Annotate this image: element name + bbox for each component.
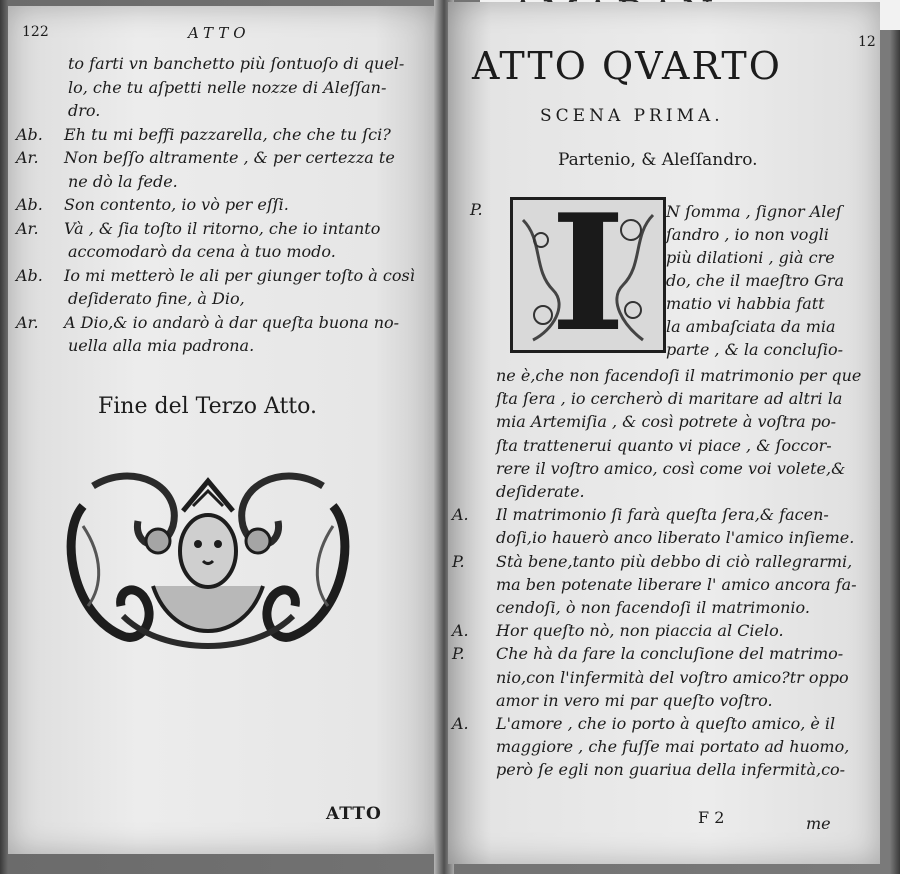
- text-line: Và , & ſia toſto il ritorno, che io intanto: [64, 218, 381, 238]
- text-line: cendoſi, ò non facendoſi il matrimonio.: [496, 598, 810, 617]
- text-line: do, che il maeſtro Gra: [666, 271, 845, 290]
- signature-mark: F 2: [698, 808, 725, 827]
- speaker-label: Ab.: [16, 195, 43, 214]
- text-line: rere il voſtro amico, così come voi volete,&: [496, 458, 846, 478]
- text-line: ſta trattenerui quanto vi piace , & ſoccor-: [496, 435, 832, 455]
- right-page-number: 12: [858, 34, 876, 50]
- text-line: Son contento, io vò per eſſi.: [64, 195, 289, 214]
- characters-line: Partenio, & Aleſſandro.: [558, 150, 758, 170]
- text-line: ne è,che non facendoſi il matrimonio per que: [496, 366, 862, 385]
- text-line: doſi,io hauerò anco liberato l'amico inſieme.: [496, 528, 855, 548]
- speaker-label: A.: [452, 505, 469, 525]
- text-line: più dilationi , già cre: [666, 248, 835, 267]
- left-page-number: 122: [22, 24, 49, 40]
- text-line: uella alla mia padrona.: [68, 336, 255, 355]
- act-title: ATTO QVARTO: [472, 44, 782, 88]
- text-line: ſandro , io non vogli: [666, 225, 829, 244]
- text-line: nio,con l'infermità del voſtro amico?tr oppo: [496, 667, 849, 687]
- text-line: deſiderato fine, à Dio,: [68, 289, 245, 308]
- left-running-head: ATTO: [188, 24, 251, 42]
- text-line: A Dio,& io andarò à dar queſta buona no-: [64, 312, 400, 332]
- right-page: [448, 2, 880, 864]
- text-line: N ſomma , ſignor Aleſ: [666, 202, 842, 221]
- end-of-act-title: Fine del Terzo Atto.: [98, 394, 317, 419]
- text-line: maggiore , che fuſſe mai portato ad huomo,: [496, 737, 850, 757]
- text-line: ſta ſera , io cercherò di maritare ad altri la: [496, 389, 843, 409]
- text-line: Stà bene,tanto più debbo di ciò rallegrarmi,: [496, 551, 853, 571]
- speaker-label: A.: [452, 621, 469, 641]
- text-line: dro.: [68, 101, 101, 120]
- text-line: Che hà da fare la concluſione del matrimo-: [496, 644, 844, 664]
- text-line: lo, che tu aſpetti nelle nozze di Aleſſan-: [68, 77, 387, 97]
- text-line: Hor queſto nò, non piaccia al Cielo.: [496, 621, 784, 641]
- text-line: deſiderate.: [496, 482, 585, 501]
- speaker-label: Ar.: [16, 148, 39, 167]
- text-line: Il matrimonio ſi farà queſta ſera,& facen-: [496, 505, 829, 525]
- right-catchword: me: [806, 814, 831, 833]
- speaker-label: P.: [452, 551, 465, 571]
- text-line: la ambaſciata da mia: [666, 317, 836, 336]
- text-line: L'amore , che io porto à queſto amico, è il: [496, 714, 836, 733]
- text-line: amor in vero mi par queſto voſtro.: [496, 690, 773, 710]
- text-line: ma ben potenate liberare l' amico ancora fa-: [496, 574, 857, 594]
- left-catchword: ATTO: [326, 804, 382, 824]
- first-speaker-label: P.: [470, 200, 483, 219]
- speaker-label: Ab.: [16, 265, 43, 285]
- decorative-mask-ornament-icon: [63, 466, 353, 666]
- speaker-label: Ab.: [16, 124, 43, 144]
- text-line: Non beſſo altramente , & per certezza te: [64, 148, 395, 167]
- decorated-initial: [510, 179, 666, 367]
- text-line: Eh tu mi beffi pazzarella, che che tu ſci?: [64, 124, 391, 144]
- text-line: però ſe egli non guariua della infermità,co-: [496, 760, 846, 780]
- text-line: matio vi habbia fatt: [666, 294, 825, 313]
- text-line: mia Artemiſia , & così potrete à voſtra po-: [496, 412, 837, 432]
- speaker-label: Ar.: [16, 218, 39, 238]
- text-line: accomodarò da cena à tuo modo.: [68, 242, 336, 261]
- text-line: Io mi metterò le ali per giunger toſto à così: [64, 265, 415, 285]
- scene-title: SCENA PRIMA.: [540, 106, 724, 126]
- left-page: [8, 6, 440, 854]
- speaker-label: A.: [452, 714, 469, 733]
- text-line: parte , & la concluſio-: [666, 340, 844, 359]
- initial-letter: I: [550, 179, 626, 367]
- speaker-label: Ar.: [16, 312, 39, 332]
- text-line: ne dò la fede.: [68, 171, 178, 191]
- speaker-label: P.: [452, 644, 465, 664]
- text-line: to farti vn banchetto più ſontuoſo di quel-: [68, 54, 405, 73]
